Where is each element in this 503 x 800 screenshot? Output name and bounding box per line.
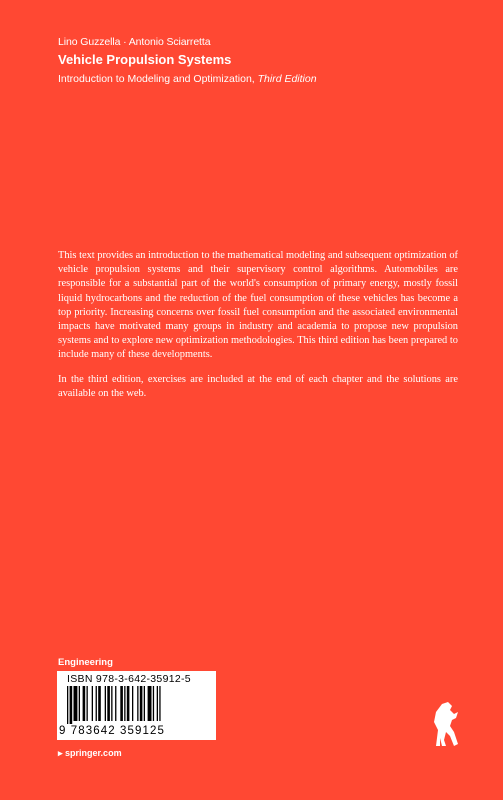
barcode-box [57, 671, 216, 740]
barcode-bar [124, 686, 125, 721]
subtitle-edition: Third Edition [257, 73, 317, 85]
barcode-bar [127, 686, 130, 721]
barcode-bar [159, 686, 160, 721]
book-title: Vehicle Propulsion Systems [58, 52, 232, 67]
barcode-bar [96, 686, 97, 721]
barcode-bars [67, 686, 207, 724]
barcode-bar [98, 686, 101, 721]
barcode-bar [83, 686, 86, 721]
barcode-bar [144, 686, 145, 721]
barcode-bar [115, 686, 116, 721]
book-subtitle [58, 73, 317, 85]
barcode-bar [87, 686, 88, 721]
isbn-label: ISBN 978-3-642-35912-5 [67, 673, 191, 685]
back-cover-blurb [58, 249, 458, 411]
subject-category: Engineering [58, 657, 113, 668]
authors: Lino Guzzella · Antonio Sciarretta [58, 36, 211, 48]
barcode-bar [74, 686, 78, 721]
barcode-bar [153, 686, 154, 721]
barcode-bar [137, 686, 138, 721]
blurb-paragraph-1: This text provides an introduction to the mathematical modeling and subsequent optimization of vehicle propulsion systems and their supervisory control algorithms. Automobiles are responsible for a substantial part of the world's consumption of primary energy, mostly fossil liquid hydrocarbons and the reduction of the fuel consumption of these vehicles has become a top priority. Increasing concerns over fossil fuel consumption and the associated environmental impacts have motivated many groups in industry and academia to propose new propulsion systems and to explore new optimization methodologies. This third edition has been prepared to include many of these developments. [58, 250, 458, 361]
springer-horse-icon [428, 700, 464, 748]
barcode-bar [157, 686, 158, 721]
barcode-bar [67, 686, 68, 724]
barcode-bar [92, 686, 93, 721]
barcode-number: 9 783642 359125 [59, 725, 166, 737]
barcode-bar [105, 686, 106, 721]
blurb-paragraph-2: In the third edition, exercises are included at the end of each chapter and the solutions are available on the web. [58, 373, 458, 399]
barcode-bar [111, 686, 112, 721]
publisher-link[interactable] [58, 748, 122, 759]
barcode-bar [132, 686, 133, 721]
barcode-bar [79, 686, 80, 721]
subtitle-main: Introduction to Modeling and Optimization, [58, 73, 258, 85]
barcode-bar [120, 686, 123, 721]
barcode-bar [70, 686, 73, 724]
barcode-bar [107, 686, 110, 721]
publisher-url: springer.com [65, 748, 122, 758]
arrow-icon: ▸ [58, 748, 63, 758]
barcode-bar [148, 686, 152, 721]
barcode-bar [140, 686, 143, 721]
